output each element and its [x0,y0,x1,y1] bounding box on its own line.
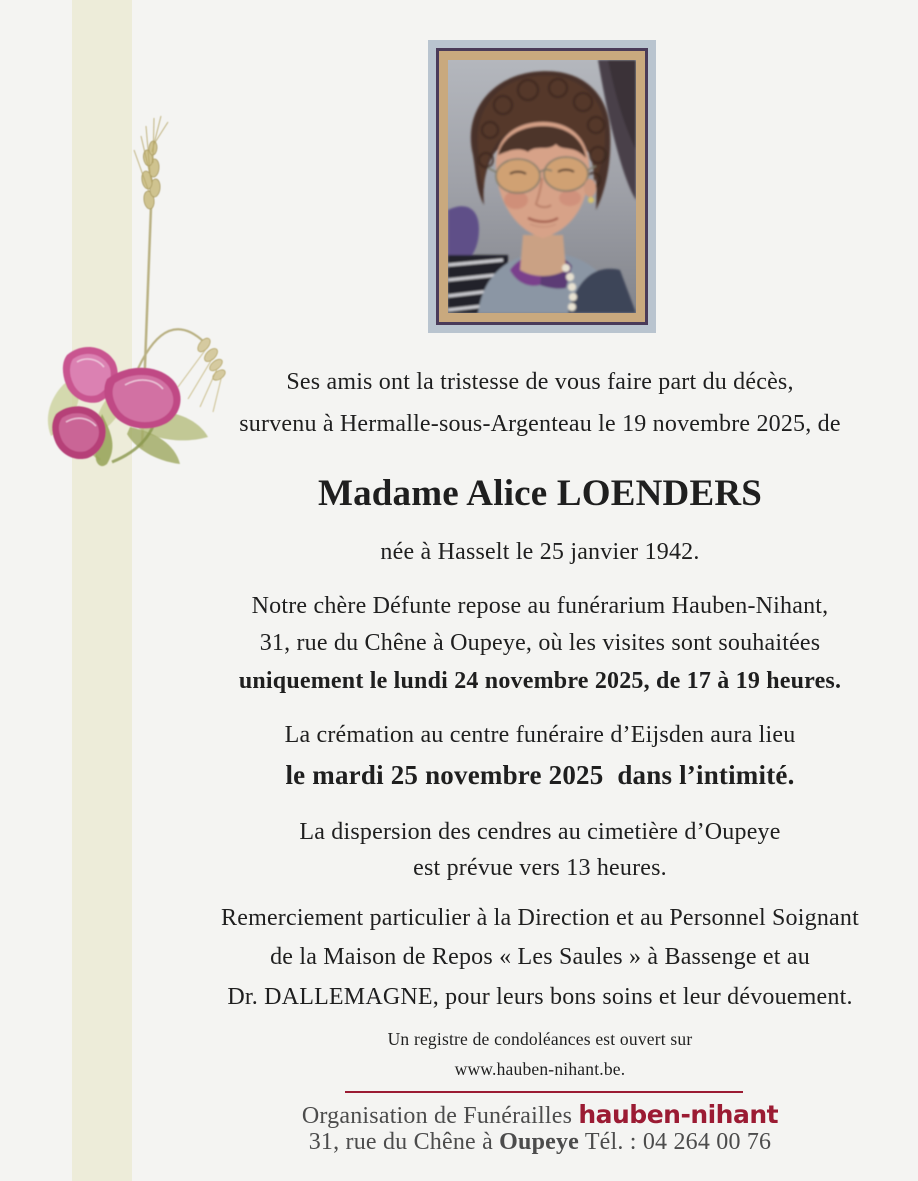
register-website: www.hauben-nihant.be. [454,1059,626,1079]
deceased-name: Madame Alice LOENDERS [317,473,763,514]
register-line-1: Un registre de condoléances est ouvert sur [387,1029,693,1049]
repose-line-1: Notre chère Défunte repose au funérarium Hauben-Nihant, [251,593,829,619]
portrait-frame [428,40,656,333]
birth-line: née à Hasselt le 25 janvier 1942. [380,539,700,565]
footer-divider [345,1091,743,1093]
portrait-photo [448,60,636,313]
organisation-prefix: Organisation de Funérailles [301,1103,573,1129]
repose-line-3: uniquement le lundi 24 novembre 2025, de 17 à 19 heures. [238,668,842,694]
cremation-line-2: le mardi 25 novembre 2025 dans l’intimité. [285,760,795,790]
cremation-line-1: La crémation au centre funéraire d’Eijsden aura lieu [284,722,796,748]
thanks-line-3: Dr. DALLEMAGNE, pour leurs bons soins et leur dévouement. [227,984,853,1010]
address-phone: Tél. : 04 264 00 76 [584,1129,772,1155]
intro-line-1: Ses amis ont la tristesse de vous faire part du décès, [286,369,794,395]
repose-line-2: 31, rue du Chêne à Oupeye, où les visites sont souhaitées [259,630,821,656]
address-street: 31, rue du Chêne à [308,1129,493,1155]
funeral-home-logo: hauben-nihant [578,1100,779,1129]
intro-line-2: survenu à Hermalle-sous-Argenteau le 19 novembre 2025, de [239,411,841,437]
footer-organisation-line [150,1100,918,1131]
dispersion-line-2: est prévue vers 13 heures. [413,855,667,881]
address-city: Oupeye [499,1129,580,1155]
dispersion-line-1: La dispersion des cendres au cimetière d’Oupeye [299,819,781,845]
thanks-line-2: de la Maison de Repos « Les Saules » à Bassenge et au [270,944,810,970]
thanks-line-1: Remerciement particulier à la Direction et au Personnel Soignant [221,905,859,931]
footer-address-line [150,1128,918,1157]
